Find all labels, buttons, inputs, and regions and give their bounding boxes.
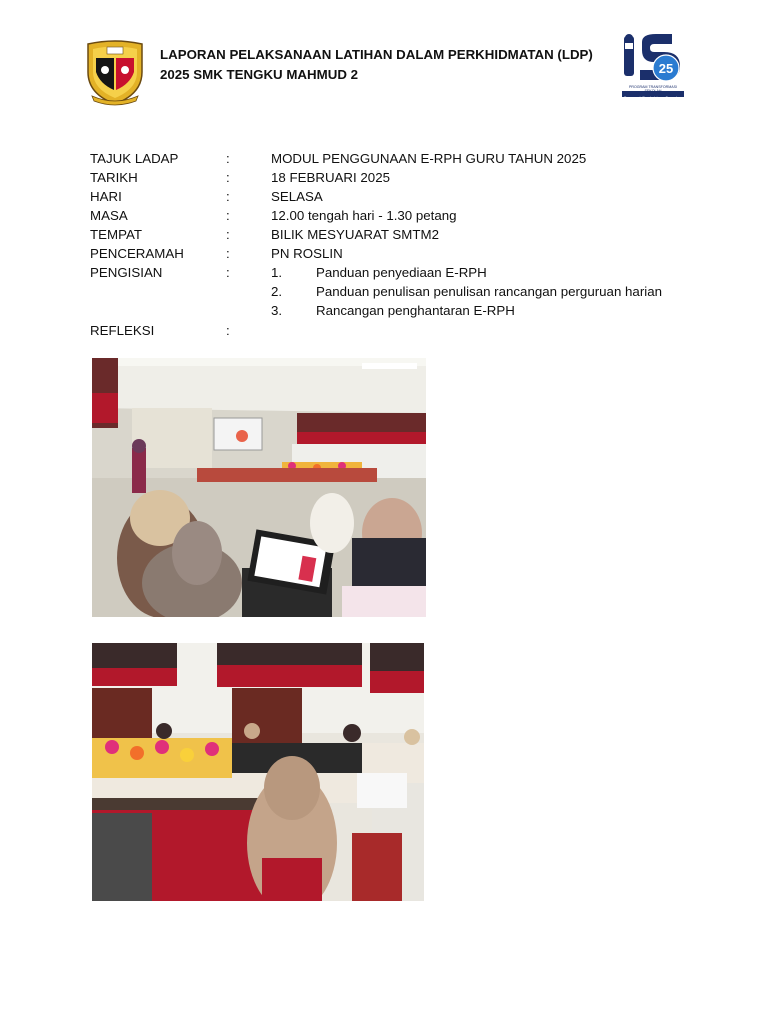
- ts25-caption: [622, 85, 684, 101]
- info-colon: :: [226, 189, 230, 204]
- report-title-line1: LAPORAN PELAKSANAAN LATIHAN DALAM PERKHIDMATAN (LDP): [160, 47, 593, 62]
- info-label: TEMPAT: [90, 227, 142, 242]
- list-item-text: Panduan penyediaan E-RPH: [316, 265, 487, 280]
- ts25-caption-line1: PROGRAM TRANSFORMASI SEKOLAH: [628, 85, 678, 94]
- report-title-line2: 2025 SMK TENGKU MAHMUD 2: [160, 67, 359, 82]
- ts25-caption-line2: Penggerak Pembelajaran Bermakna: [624, 96, 682, 101]
- info-colon: :: [226, 208, 230, 223]
- list-item-text: Panduan penulisan penulisan rancangan perguruan harian: [316, 284, 662, 299]
- list-item-number: 2.: [271, 284, 283, 299]
- info-colon: :: [226, 151, 230, 166]
- info-value: 18 FEBRUARI 2025: [271, 170, 390, 185]
- school-crest-logo: [82, 38, 148, 106]
- info-value: PN ROSLIN: [271, 246, 343, 261]
- info-value: 12.00 tengah hari - 1.30 petang: [271, 208, 457, 223]
- list-item-text: Rancangan penghantaran E-RPH: [316, 303, 515, 318]
- list-item-number: 3.: [271, 303, 283, 318]
- info-colon: :: [226, 246, 230, 261]
- info-colon: :: [226, 265, 230, 280]
- info-label: PENCERAMAH: [90, 246, 184, 261]
- info-colon: :: [226, 323, 230, 338]
- training-photo-1: [92, 358, 426, 617]
- info-colon: :: [226, 227, 230, 242]
- report-title: [160, 45, 593, 85]
- info-colon: :: [226, 170, 230, 185]
- info-label: TAJUK LADAP: [90, 151, 179, 166]
- list-item-number: 1.: [271, 265, 283, 280]
- ts25-number: 25: [658, 61, 674, 76]
- info-label: REFLEKSI: [90, 323, 155, 338]
- training-photo-2: [92, 643, 424, 901]
- info-value: SELASA: [271, 189, 323, 204]
- info-label: HARI: [90, 189, 122, 204]
- info-label: PENGISIAN: [90, 265, 163, 280]
- info-label: TARIKH: [90, 170, 138, 185]
- info-value: BILIK MESYUARAT SMTM2: [271, 227, 439, 242]
- info-label: MASA: [90, 208, 128, 223]
- info-value: MODUL PENGGUNAAN E-RPH GURU TAHUN 2025: [271, 151, 587, 166]
